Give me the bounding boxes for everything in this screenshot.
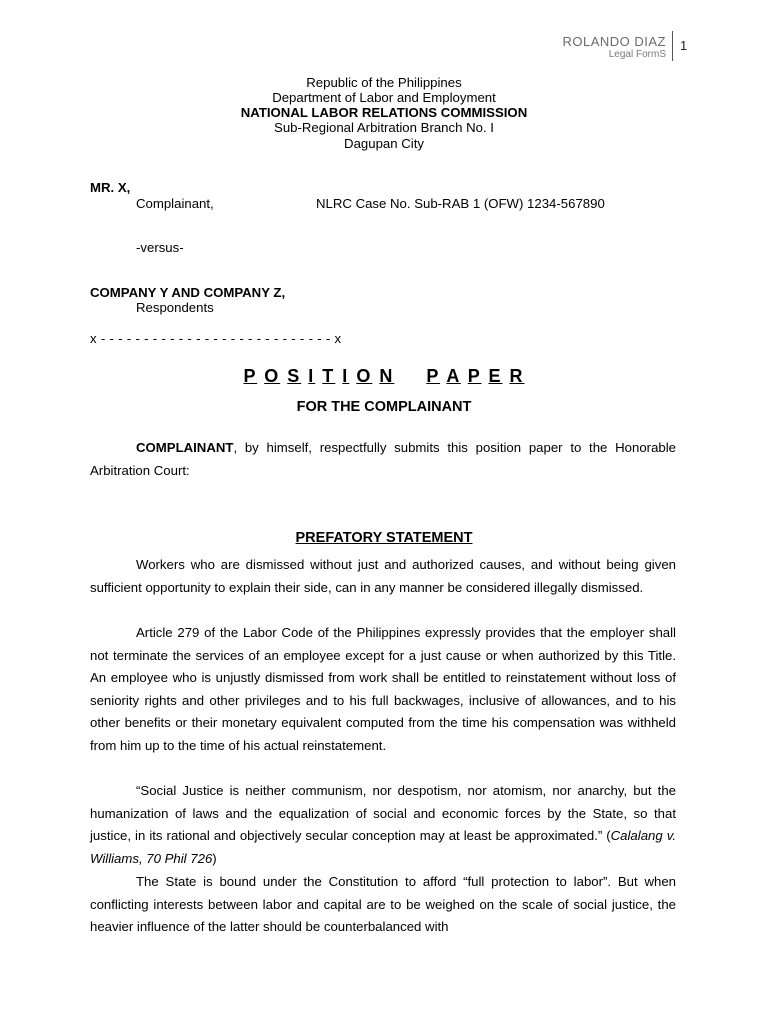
paragraph-3-end: )	[212, 850, 217, 866]
versus-label: -versus-	[136, 240, 184, 255]
court-branch: Sub-Regional Arbitration Branch No. I	[274, 120, 494, 135]
respondent-name: COMPANY Y AND COMPANY Z,	[90, 285, 286, 300]
intro-text: , by himself, respectfully submits this position paper to the Honorable Arbitration Court:	[90, 440, 676, 478]
title-word2-letter: P	[426, 366, 441, 386]
intro-bold: COMPLAINANT	[136, 440, 234, 455]
court-republic: Republic of the Philippines	[306, 75, 462, 90]
document-subtitle: FOR THE COMPLAINANT	[296, 399, 472, 415]
title-word1-letter: I	[342, 366, 350, 386]
page-number: 1	[680, 38, 688, 53]
court-department: Department of Labor and Employment	[272, 90, 496, 105]
complainant-role: Complainant,	[136, 196, 214, 211]
title-word1-letter: S	[287, 366, 302, 386]
case-number: NLRC Case No. Sub-RAB 1 (OFW) 1234-567890	[316, 196, 605, 211]
section-heading: PREFATORY STATEMENT	[295, 530, 473, 546]
caption-separator: x - - - - - - - - - - - - - - - - - - - - - - - - - - - x	[90, 331, 342, 346]
respondent-role: Respondents	[136, 300, 214, 315]
court-city: Dagupan City	[344, 136, 424, 151]
paragraph-4: The State is bound under the Constitution to afford “full protection to labor”. But when conflicting interests between labor and capital are to be weighed on the scale of social justice, the heavier influence of the latter should be counterbalanced with	[90, 874, 676, 935]
title-word1-letter: I	[308, 366, 316, 386]
document-title	[0, 366, 768, 387]
paragraph-1: Workers who are dismissed without just and authorized causes, and without being given sufficient opportunity to explain their side, can in any manner be considered illegally dismissed.	[90, 557, 676, 595]
title-word2-letter: A	[446, 366, 461, 386]
paragraph-2: Article 279 of the Labor Code of the Philippines expressly provides that the employer shall not terminate the services of an employee except for a just cause or when authorized by this Title. An employee who is unjustly dismissed from work shall be entitled to reinstatement without loss of seniority rights and other privileges and to his full backwages, inclusive of allowances, and to his other benefits or their monetary equivalent computed from the time his compensation was withheld from him up to the time of his actual reinstatement.	[90, 625, 676, 753]
title-word2-letter: E	[488, 366, 503, 386]
title-word1-letter: N	[379, 366, 395, 386]
title-word2-letter: R	[509, 366, 525, 386]
court-commission: NATIONAL LABOR RELATIONS COMMISSION	[240, 105, 528, 120]
intro-paragraph	[90, 437, 676, 482]
header-subtitle: Legal FormS	[608, 49, 666, 60]
paragraph-3-citation: Calalang v. Williams, 70 Phil 726	[90, 828, 676, 866]
paragraph-3	[90, 780, 676, 870]
title-word-position	[243, 366, 394, 386]
complainant-name: MR. X,	[90, 180, 131, 195]
title-word2-letter: P	[467, 366, 482, 386]
title-word1-letter: P	[243, 366, 258, 386]
paragraph-3-text: “Social Justice is neither communism, nor despotism, nor atomism, nor anarchy, but the humanization of laws and the equalization of social and economic forces by the State, so that justice, in its rational and objectively secular conception may at least be approximated.” (	[90, 783, 676, 844]
header-divider	[672, 31, 673, 61]
title-word-paper	[426, 366, 524, 386]
title-word1-letter: O	[356, 366, 373, 386]
title-word1-letter: T	[322, 366, 336, 386]
header-author: ROLANDO DIAZ	[562, 34, 666, 49]
title-word1-letter: O	[264, 366, 281, 386]
